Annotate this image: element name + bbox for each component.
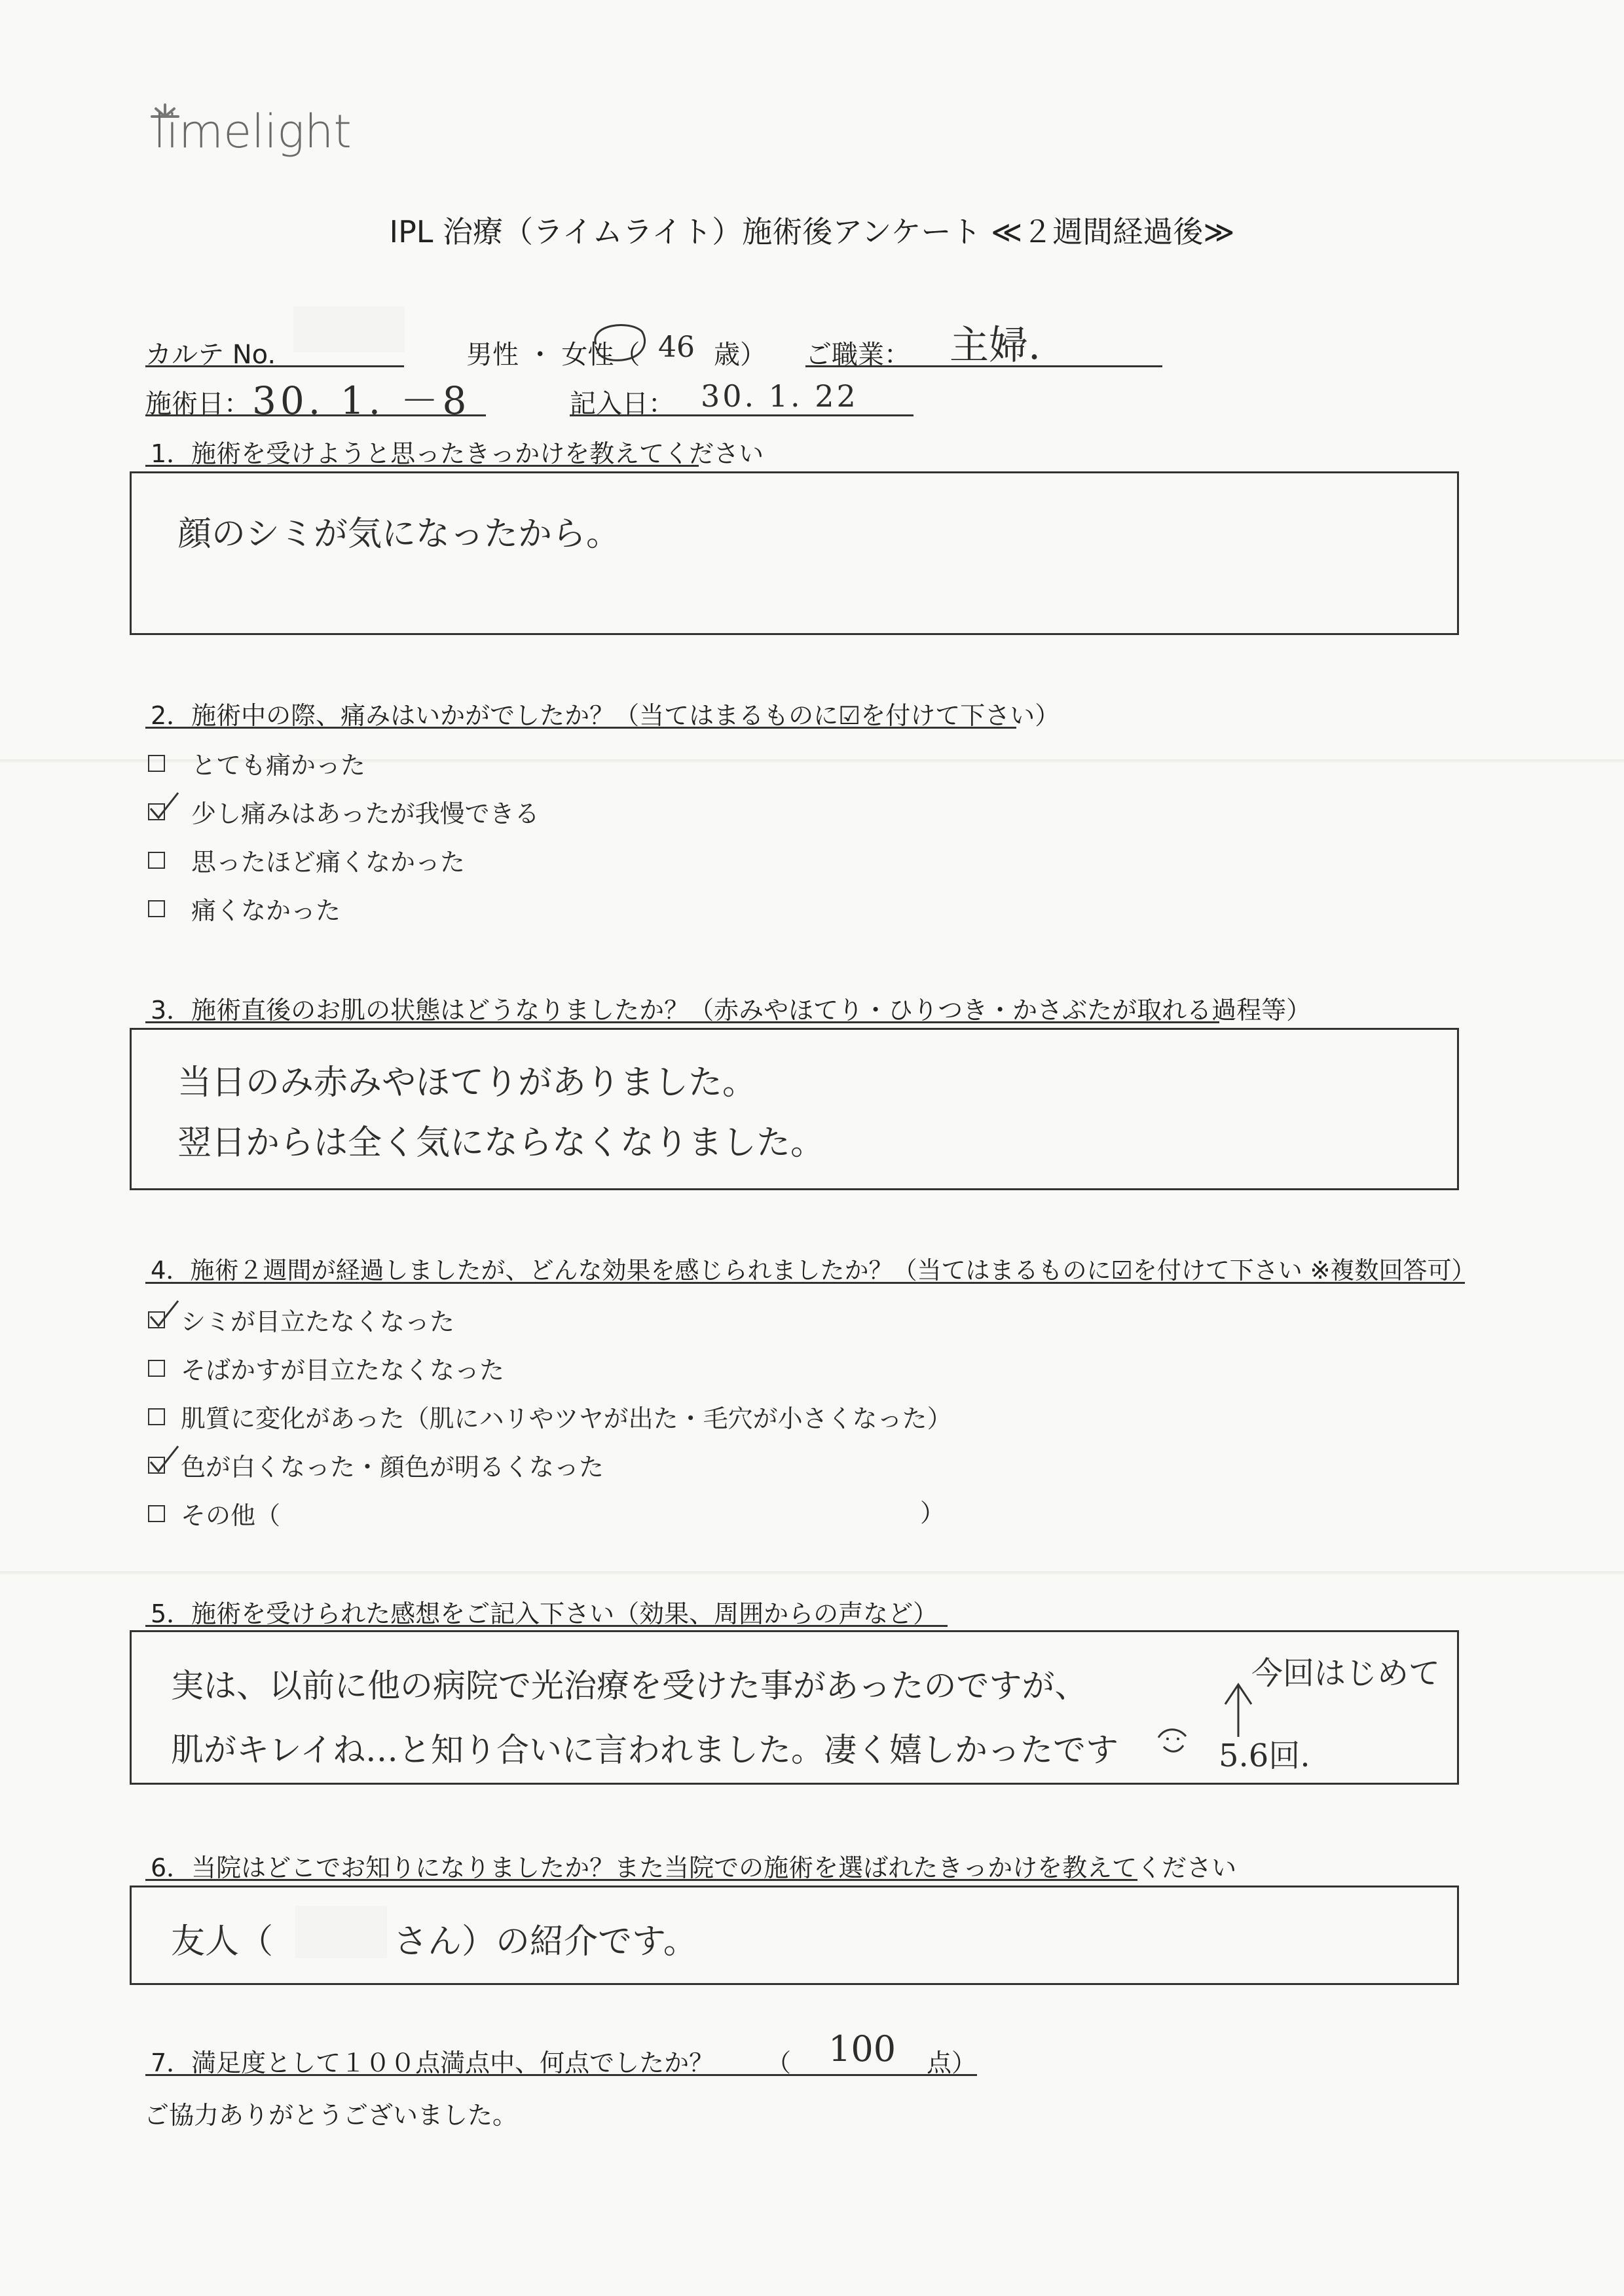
occupation-underline	[805, 365, 1162, 367]
redaction-mask	[295, 1906, 387, 1958]
option-label: 思ったほど痛くなかった	[191, 848, 466, 877]
q2-option-3[interactable]	[148, 842, 465, 878]
q4-option-2[interactable]	[148, 1350, 504, 1386]
treatment-date-label: 施術日：	[145, 389, 250, 419]
occupation-label: ご職業：	[805, 340, 910, 370]
question-2: 2．施術中の際、痛みはいかがでしたか？（当てはまるものに☑を付けて下さい）	[151, 701, 1060, 730]
checkbox[interactable]	[148, 755, 165, 772]
checkbox-checked[interactable]	[148, 1457, 165, 1474]
answer-6-prefix: 友人（	[171, 1922, 274, 1961]
question-6: 6．当院はどこでお知りになりましたか？また当院での施術を選ばれたきっかけを教えてください	[151, 1853, 1237, 1882]
question-5: 5．施術を受けられた感想をご記入下さい（効果、周囲からの声など）	[151, 1599, 938, 1628]
option-label: そばかすが目立たなくなった	[181, 1356, 505, 1385]
question-3-underline	[145, 1021, 1219, 1023]
gender-label: 男性 ・ 女性（	[466, 340, 640, 370]
checkmark-icon	[147, 1298, 179, 1331]
q4-option-3[interactable]	[148, 1398, 952, 1434]
limelight-logo	[145, 85, 355, 164]
entry-date-underline	[570, 414, 913, 416]
option-label: その他（	[181, 1501, 281, 1530]
question-6-underline	[145, 1879, 1137, 1881]
entry-date-label: 記入日：	[570, 389, 674, 419]
checkbox-checked[interactable]	[148, 1311, 165, 1328]
question-5-underline	[145, 1625, 948, 1627]
checkbox-checked[interactable]	[148, 803, 165, 820]
option-label: 色が白くなった・顔色が明るくなった	[181, 1453, 604, 1482]
entry-date-value: 30. 1. 22	[701, 378, 858, 414]
age-suffix: 歳）	[714, 340, 766, 370]
question-4: 4．施術２週間が経過しましたが、どんな効果を感じられましたか？（当てはまるものに☑を付けて下さい ※複数回答可）	[151, 1256, 1476, 1285]
q2-option-4[interactable]	[148, 890, 341, 926]
answer-5-insert-1: 今回はじめて	[1251, 1655, 1441, 1692]
option-label: 少し痛みはあったが我慢できる	[191, 799, 540, 828]
occupation-value: 主婦.	[950, 323, 1041, 369]
redaction-mask	[293, 306, 405, 352]
score-value: 100	[828, 2028, 896, 2069]
treatment-date-value: 30. 1. －8	[252, 378, 471, 423]
q4-option-1[interactable]	[148, 1302, 454, 1338]
answer-1-text: 顔のシミが気になったから。	[177, 515, 621, 554]
question-1-underline	[145, 465, 699, 467]
circle-mark-icon	[583, 318, 655, 371]
answer-3-line-1: 当日のみ赤みやほてりがありました。	[177, 1063, 757, 1102]
closing-message: ご協力ありがとうございました。	[144, 2101, 518, 2130]
checkmark-icon	[147, 1444, 179, 1476]
score-close-paren: 点）	[927, 2049, 977, 2077]
answer-box-5	[130, 1630, 1459, 1785]
answer-3-line-2: 翌日からは全く気にならなくなりました。	[177, 1123, 825, 1163]
treatment-date-underline	[145, 414, 486, 416]
answer-5-insert-2: 5.6回.	[1219, 1738, 1310, 1774]
other-close-paren: ）	[920, 1499, 946, 1527]
option-label: シミが目立たなくなった	[181, 1307, 455, 1336]
question-2-underline	[145, 727, 1016, 729]
page-title: IPL 治療（ライムライト）施術後アンケート ≪２週間経過後≫	[389, 214, 1235, 249]
smiley-icon	[1153, 1721, 1192, 1760]
answer-5-line-2: 肌がキレイね…と知り合いに言われました。凄く嬉しかったです	[171, 1731, 1118, 1769]
logo-text: limelight	[153, 105, 352, 158]
checkbox[interactable]	[148, 852, 165, 869]
option-label: とても痛かった	[191, 751, 366, 780]
checkmark-icon	[147, 790, 179, 823]
answer-box-3	[130, 1028, 1459, 1190]
question-7-underline	[145, 2074, 977, 2076]
question-7: 7．満足度として１００点満点中、何点でしたか？	[151, 2049, 714, 2077]
question-4-underline	[145, 1282, 1465, 1284]
question-3: 3．施術直後のお肌の状態はどうなりましたか？（赤みやほてり・ひりつき・かさぶたが取れる過程等）	[151, 996, 1312, 1025]
score-open-paren: （	[766, 2049, 792, 2077]
option-label: 痛くなかった	[191, 896, 341, 925]
checkbox[interactable]	[148, 1505, 165, 1522]
q2-option-1[interactable]	[148, 745, 365, 781]
answer-box-6	[130, 1886, 1459, 1985]
answer-5-line-1: 実は、以前に他の病院で光治療を受けた事があったのですが、	[171, 1667, 1088, 1705]
q2-option-2[interactable]	[148, 793, 540, 829]
q4-option-4[interactable]	[148, 1447, 604, 1483]
karte-label: カルテ No.	[145, 340, 276, 370]
paper-fold-line	[0, 1571, 1624, 1575]
answer-6-suffix: さん）の紹介です。	[394, 1922, 697, 1961]
karte-underline	[145, 365, 404, 367]
age-value: 46	[658, 331, 695, 364]
checkbox[interactable]	[148, 900, 165, 917]
option-label: 肌質に変化があった（肌にハリやツヤが出た・毛穴が小さくなった）	[181, 1404, 952, 1433]
checkbox[interactable]	[148, 1408, 165, 1425]
answer-box-1	[130, 471, 1459, 635]
q4-option-5[interactable]	[148, 1495, 280, 1531]
question-1: 1．施術を受けようと思ったきっかけを教えてください	[151, 439, 764, 468]
checkbox[interactable]	[148, 1360, 165, 1377]
